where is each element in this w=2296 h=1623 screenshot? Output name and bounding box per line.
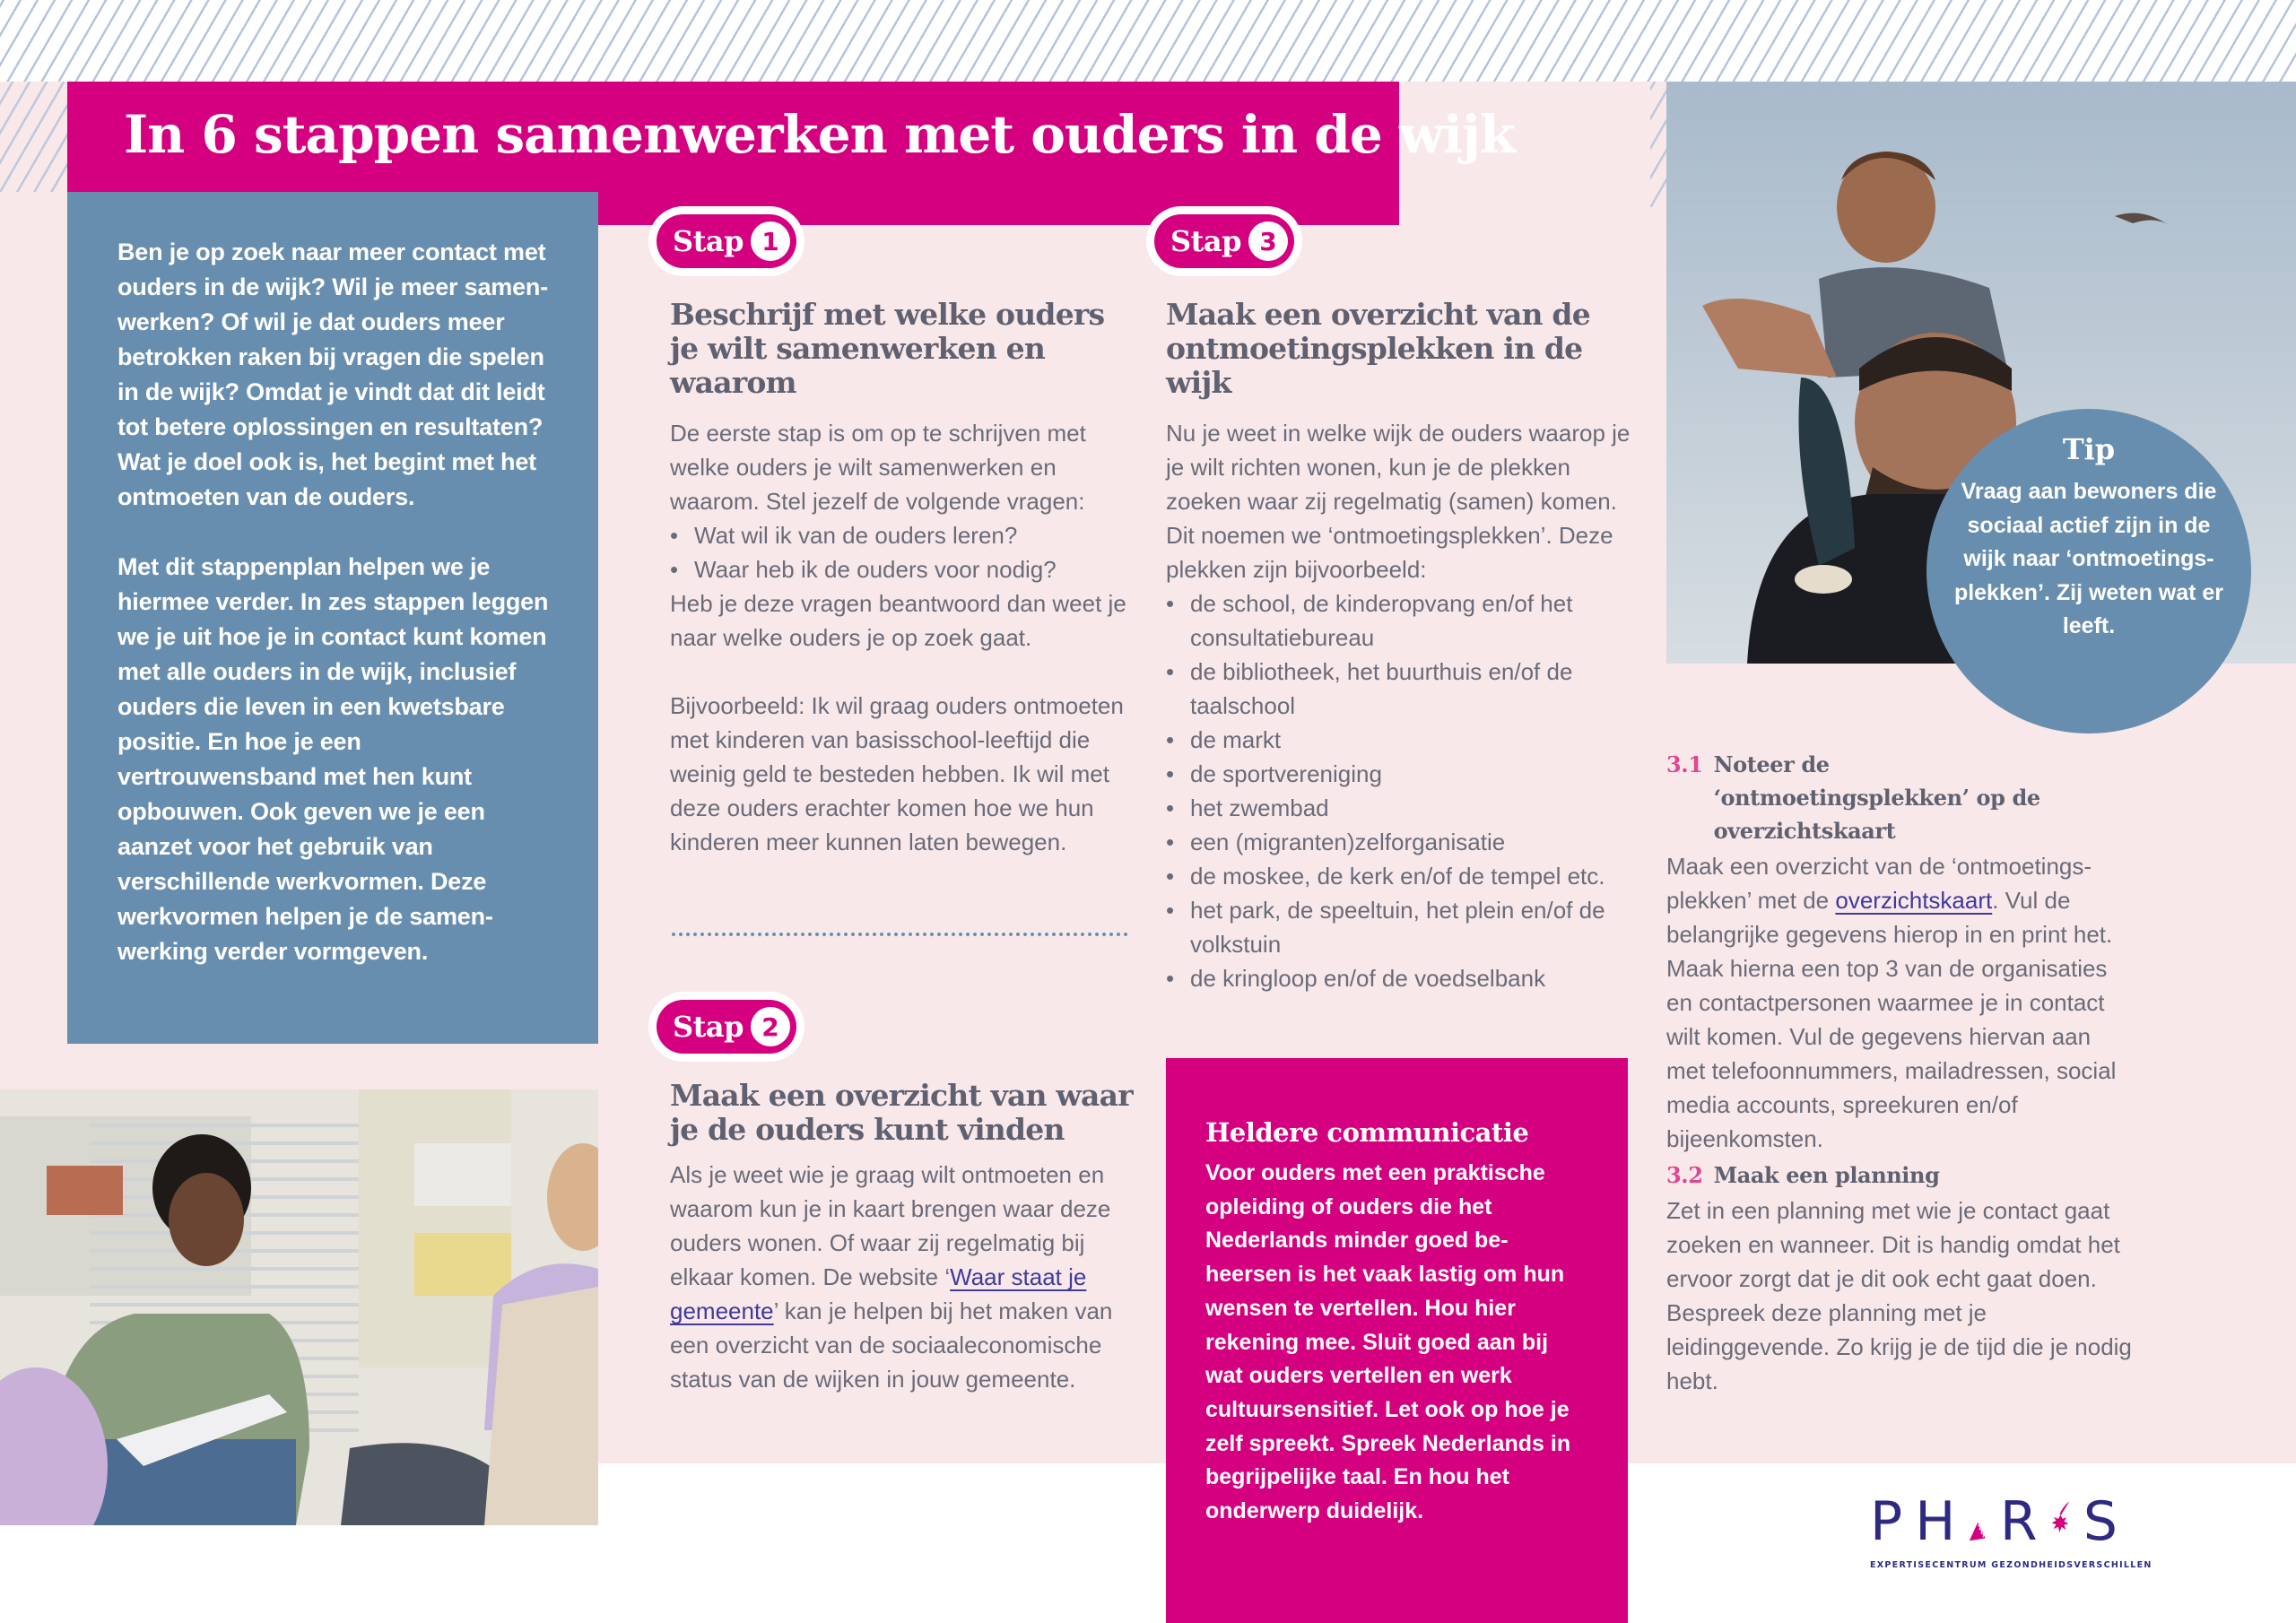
step-1-after-bullets: Heb je deze vragen beantwoord dan weet je naar welke ouders je op zoek gaat.: [670, 590, 1126, 651]
dotted-divider: [670, 933, 1129, 936]
list-item: • de bibliotheek, het buurthuis en/of de taalschool: [1166, 655, 1637, 723]
intro-paragraph-2: Met dit stappenplan helpen we je hiermee verder. In zes stappen leggen we je uit hoe je in contact kunt komen met alle ouders in de wijk, inclusief ouders die leven in een kwetsbare positie. En hoe je een vertrouwensband met hen kunt opbouwen. Ook geven we je een aanzet voor het gebruik van verschillende werkvormen. Deze werkvormen helpen je de samen-werking verder vormgeven.: [117, 553, 549, 965]
communication-body: Voor ouders met een praktische opleiding of ouders die het Nederlands minder goed be-heersen is het vaak lastig om hun wensen te vertellen. Hou hier rekening mee. Sluit goed aan bij wat ouders vertellen en werk cultuursensitief. Let ook op hoe je zelf spreekt. Spreek Nederlands in begrijpelijke taal. En hou het onderwerp duidelijk.: [1205, 1160, 1571, 1524]
step-1-questions: [670, 518, 1136, 586]
tip-callout: [1926, 409, 2251, 733]
step-number-2-icon: 2: [751, 1007, 790, 1046]
top-hatch-pattern: [0, 0, 2296, 82]
substep-3-2-heading: [1666, 1159, 2133, 1192]
intro-box: [67, 192, 598, 1044]
step-number-1-icon: 1: [751, 221, 790, 261]
stap-label: Stap: [673, 1010, 744, 1044]
right-hatch-pattern: [1650, 82, 1666, 207]
heldere-communicatie-box: [1166, 1058, 1628, 1623]
tip-title: Tip: [2062, 432, 2116, 466]
substep-number: 3.2: [1666, 1162, 1703, 1188]
step-number-3-icon: 3: [1248, 221, 1288, 261]
list-item: • de markt: [1166, 723, 1637, 757]
waar-staat-je-gemeente-link[interactable]: Waar staat je gemeente: [670, 1263, 1087, 1324]
logo-wordmark: P H R S: [1870, 1496, 2130, 1553]
step-1-heading: Beschrijf met welke ouders je wilt samenwerken en waarom: [670, 297, 1105, 400]
substep-3-2: [1666, 1159, 2133, 1398]
step-1-section: [670, 298, 1136, 859]
substep-3-1: [1666, 748, 2133, 1156]
step-2-section: [670, 1079, 1136, 1396]
substep-text-before-link: Maak een overzicht van de ‘ontmoetings-plekken’ met de: [1666, 853, 2092, 914]
logo-triangle-icon: [1968, 1510, 1987, 1553]
stap-2-badge: [648, 992, 804, 1062]
step-1-example: Bijvoorbeeld: Ik wil graag ouders ontmoeten met kinderen van basisschool-leeftijd die weinig geld te besteden hebben. Ik wil met deze ouders erachter komen hoe we hun kinderen meer kunnen laten bewegen.: [670, 692, 1124, 855]
left-hatch-pattern: [0, 82, 67, 192]
step-3-section: [1166, 298, 1637, 995]
substep-3-2-body: Zet in een planning met wie je contact gaat zoeken en wanneer. Dit is handig omdat het ervoor zorgt dat je dit ook echt gaat doen. Bespreek deze planning met je leidinggevende. Zo krijg je de tijd die je nodig hebt.: [1666, 1197, 2132, 1394]
substep-title: Noteer de ‘ontmoetingsplekken’ op de overzichtskaart: [1713, 751, 2040, 844]
step-3-intro: Nu je weet in welke wijk de ouders waarop je je wilt richten wonen, kun je de plekken zoeken waar zij regelmatig (samen) komen. Dit noemen we ‘ontmoetingsplekken’. Deze plekken zijn bijvoorbeeld:: [1166, 420, 1631, 583]
substep-3-1-heading: [1666, 748, 2133, 847]
list-item: • Wat wil ik van de ouders leren?: [670, 518, 1136, 552]
substep-3-1-body: [1666, 849, 2133, 1156]
stap-1-badge: [648, 206, 804, 276]
list-item: • een (migranten)zelforganisatie: [1166, 825, 1637, 859]
overzichtskaart-link[interactable]: overzichtskaart: [1835, 887, 1993, 914]
logo-burst-icon: [2050, 1481, 2071, 1553]
substep-title: Maak een planning: [1713, 1162, 1940, 1188]
list-item: • Waar heb ik de ouders voor nodig?: [670, 552, 1136, 586]
page-title: In 6 stappen samenwerken met ouders in de wijk: [124, 104, 1516, 165]
step-3-heading: Maak een overzicht van de ontmoetingsplekken in de wijk: [1166, 297, 1590, 400]
step-2-body: [670, 1158, 1136, 1396]
step-1-body: [670, 416, 1136, 859]
stap-label: Stap: [1170, 224, 1241, 258]
stap-label: Stap: [673, 224, 744, 258]
step-2-heading: Maak een overzicht van waar je de ouders kunt vinden: [670, 1078, 1133, 1147]
photo-group-conversation: [0, 1089, 598, 1525]
pharos-logo: [1870, 1490, 2152, 1576]
step-3-body: [1166, 416, 1637, 995]
stap-3-badge: [1146, 206, 1302, 276]
list-item: • het park, de speeltuin, het plein en/of de volkstuin: [1166, 893, 1637, 961]
list-item: • de school, de kinderopvang en/of het consultatiebureau: [1166, 586, 1637, 655]
group-conversation-illustration: [0, 1089, 598, 1525]
tip-text: Vraag aan bewoners die sociaal actief zijn in de wijk naar ‘ontmoetings-plekken’. Zij weten wat er leeft.: [1953, 479, 2224, 638]
list-item: • de kringloop en/of de voedselbank: [1166, 961, 1637, 995]
list-item: • de moskee, de kerk en/of de tempel etc.: [1166, 859, 1637, 893]
step-1-intro: De eerste stap is om op te schrijven met welke ouders je wilt samenwerken en waarom. Stel jezelf de volgende vragen:: [670, 420, 1086, 515]
list-item: • het zwembad: [1166, 791, 1637, 825]
step-3-places-list: [1166, 586, 1637, 995]
communication-heading: Heldere communicatie: [1205, 1117, 1529, 1148]
step-2-text-before-link: Als je weet wie je graag wilt ontmoeten en waarom kun je in kaart brengen waar deze ouders wonen. Of waar zij regelmatig bij elkaar komen. De website ‘: [670, 1161, 1111, 1290]
list-item: • de sportvereniging: [1166, 757, 1637, 791]
substep-number: 3.1: [1666, 751, 1703, 777]
step-2-text-after-link: ’ kan je helpen bij het maken van een overzicht van de sociaaleconomische status van de wijken in jouw gemeente.: [670, 1298, 1113, 1393]
logo-tagline: EXPERTISECENTRUM GEZONDHEIDSVERSCHILLEN: [1870, 1560, 2152, 1570]
intro-paragraph-1: Ben je op zoek naar meer contact met ouders in de wijk? Wil je meer samen-werken? Of wil je dat ouders meer betrokken raken bij vragen die spelen in de wijk? Omdat je vindt dat dit leidt tot betere oplossingen en resultaten? Wat je doel ook is, het begint met het ontmoeten van de ouders.: [117, 239, 548, 510]
substep-text-after-link: . Vul de belangrijke gegevens hierop in en print het. Maak hierna een top 3 van de organisaties en contactpersonen waarmee je in contact wilt komen. Vul de gegevens hiervan aan met telefoonnummers, mailadressen, social media accounts, spreekuren en/of bijeenkomsten.: [1666, 887, 2117, 1152]
